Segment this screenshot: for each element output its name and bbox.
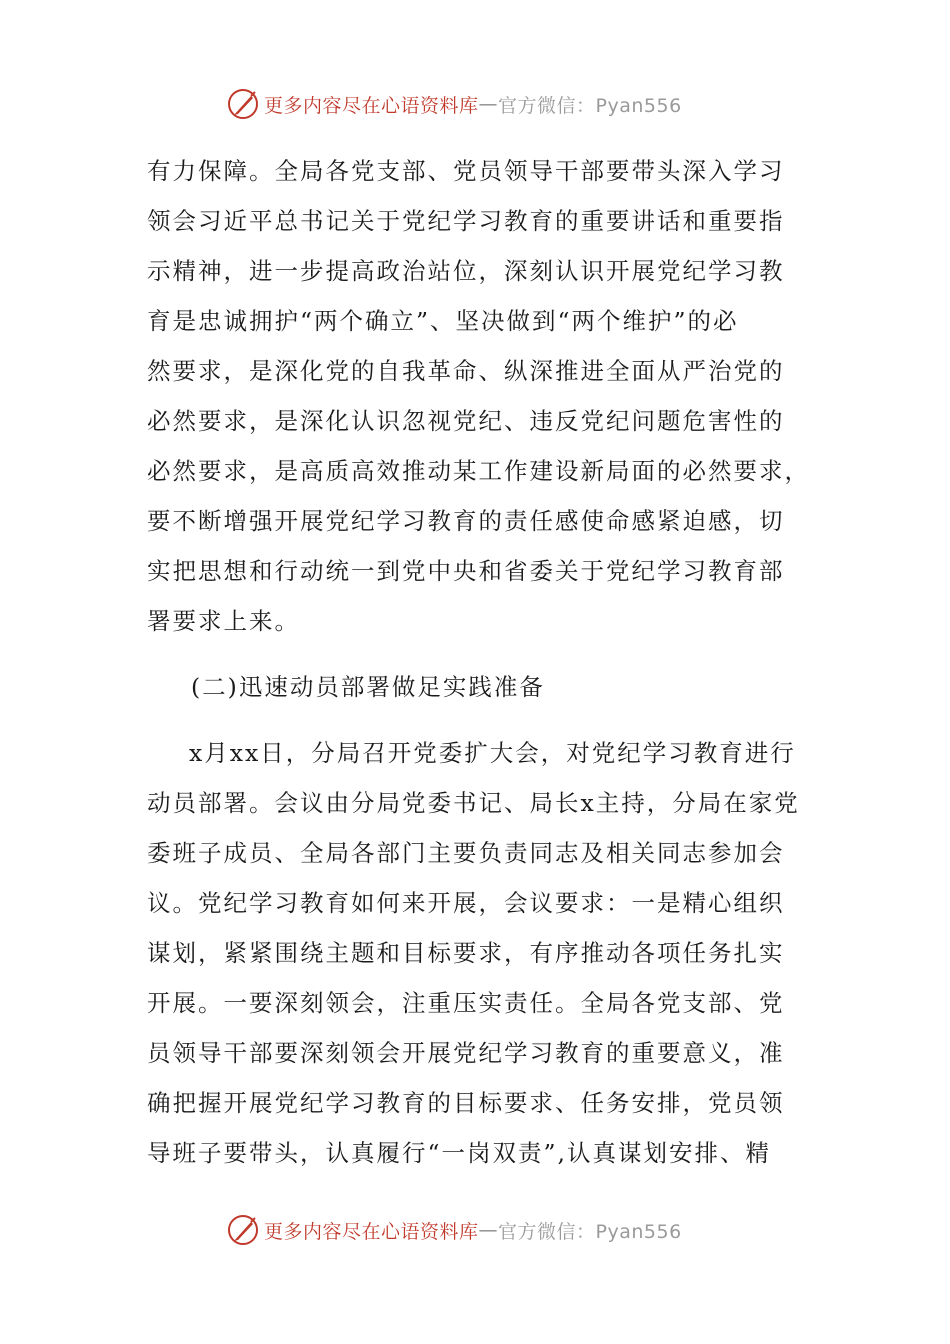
body-line: 导班子要带头，认真履行“一岗双责”,认真谋划安排、精 (147, 1139, 771, 1167)
section-heading: (二)迅速动员部署做足实践准备 (191, 673, 545, 701)
body-line: 谋划，紧紧围绕主题和目标要求，有序推动各项任务扎实 (147, 939, 785, 967)
body-line: 委班子成员、全局各部门主要负责同志及相关同志参加会 (147, 839, 785, 867)
body-line: 实把思想和行动统一到党中央和省委关于党纪学习教育部 (147, 557, 785, 585)
watermark-contact: 官方微信：Pyan556 (498, 94, 682, 117)
body-line: 确把握开展党纪学习教育的目标要求、任务安排，党员领 (147, 1089, 785, 1117)
body-line: 动员部署。会议由分局党委书记、局长x主持，分局在家党 (147, 789, 800, 817)
document-body (147, 146, 810, 1178)
body-line: 然要求，是深化党的自我革命、纵深推进全面从严治党的 (147, 357, 785, 385)
body-line: 有力保障。全局各党支部、党员领导干部要带头深入学习 (147, 157, 785, 185)
watermark-brand: 更多内容尽在心语资料库 (264, 94, 479, 117)
quill-logo-icon (226, 87, 260, 121)
body-line: 育是忠诚拥护“两个确立”、坚决做到“两个维护”的必 (147, 307, 739, 335)
body-line: 署要求上来。 (147, 607, 300, 635)
body-line: 要不断增强开展党纪学习教育的责任感使命感紧迫感，切 (147, 507, 785, 535)
watermark-header (226, 86, 746, 122)
watermark-dash: — (478, 1219, 499, 1241)
body-line: 领会习近平总书记关于党纪学习教育的重要讲话和重要指 (147, 207, 785, 235)
body-line: x月xx日，分局召开党委扩大会，对党纪学习教育进行 (189, 739, 796, 767)
watermark-contact: 官方微信：Pyan556 (498, 1220, 682, 1243)
watermark-footer (226, 1212, 746, 1248)
quill-logo-icon (226, 1213, 260, 1247)
body-line: 员领导干部要深刻领会开展党纪学习教育的重要意义，准 (147, 1039, 785, 1067)
body-line: 必然要求，是高质高效推动某工作建设新局面的必然要求， (147, 457, 810, 485)
watermark-brand: 更多内容尽在心语资料库 (264, 1220, 479, 1243)
body-line: 示精神，进一步提高政治站位，深刻认识开展党纪学习教 (147, 257, 785, 285)
body-line: 开展。一要深刻领会，注重压实责任。全局各党支部、党 (147, 989, 785, 1017)
watermark-dash: — (478, 93, 499, 115)
body-line: 必然要求，是深化认识忽视党纪、违反党纪问题危害性的 (147, 407, 785, 435)
body-line: 议。党纪学习教育如何来开展，会议要求：一是精心组织 (147, 889, 785, 917)
